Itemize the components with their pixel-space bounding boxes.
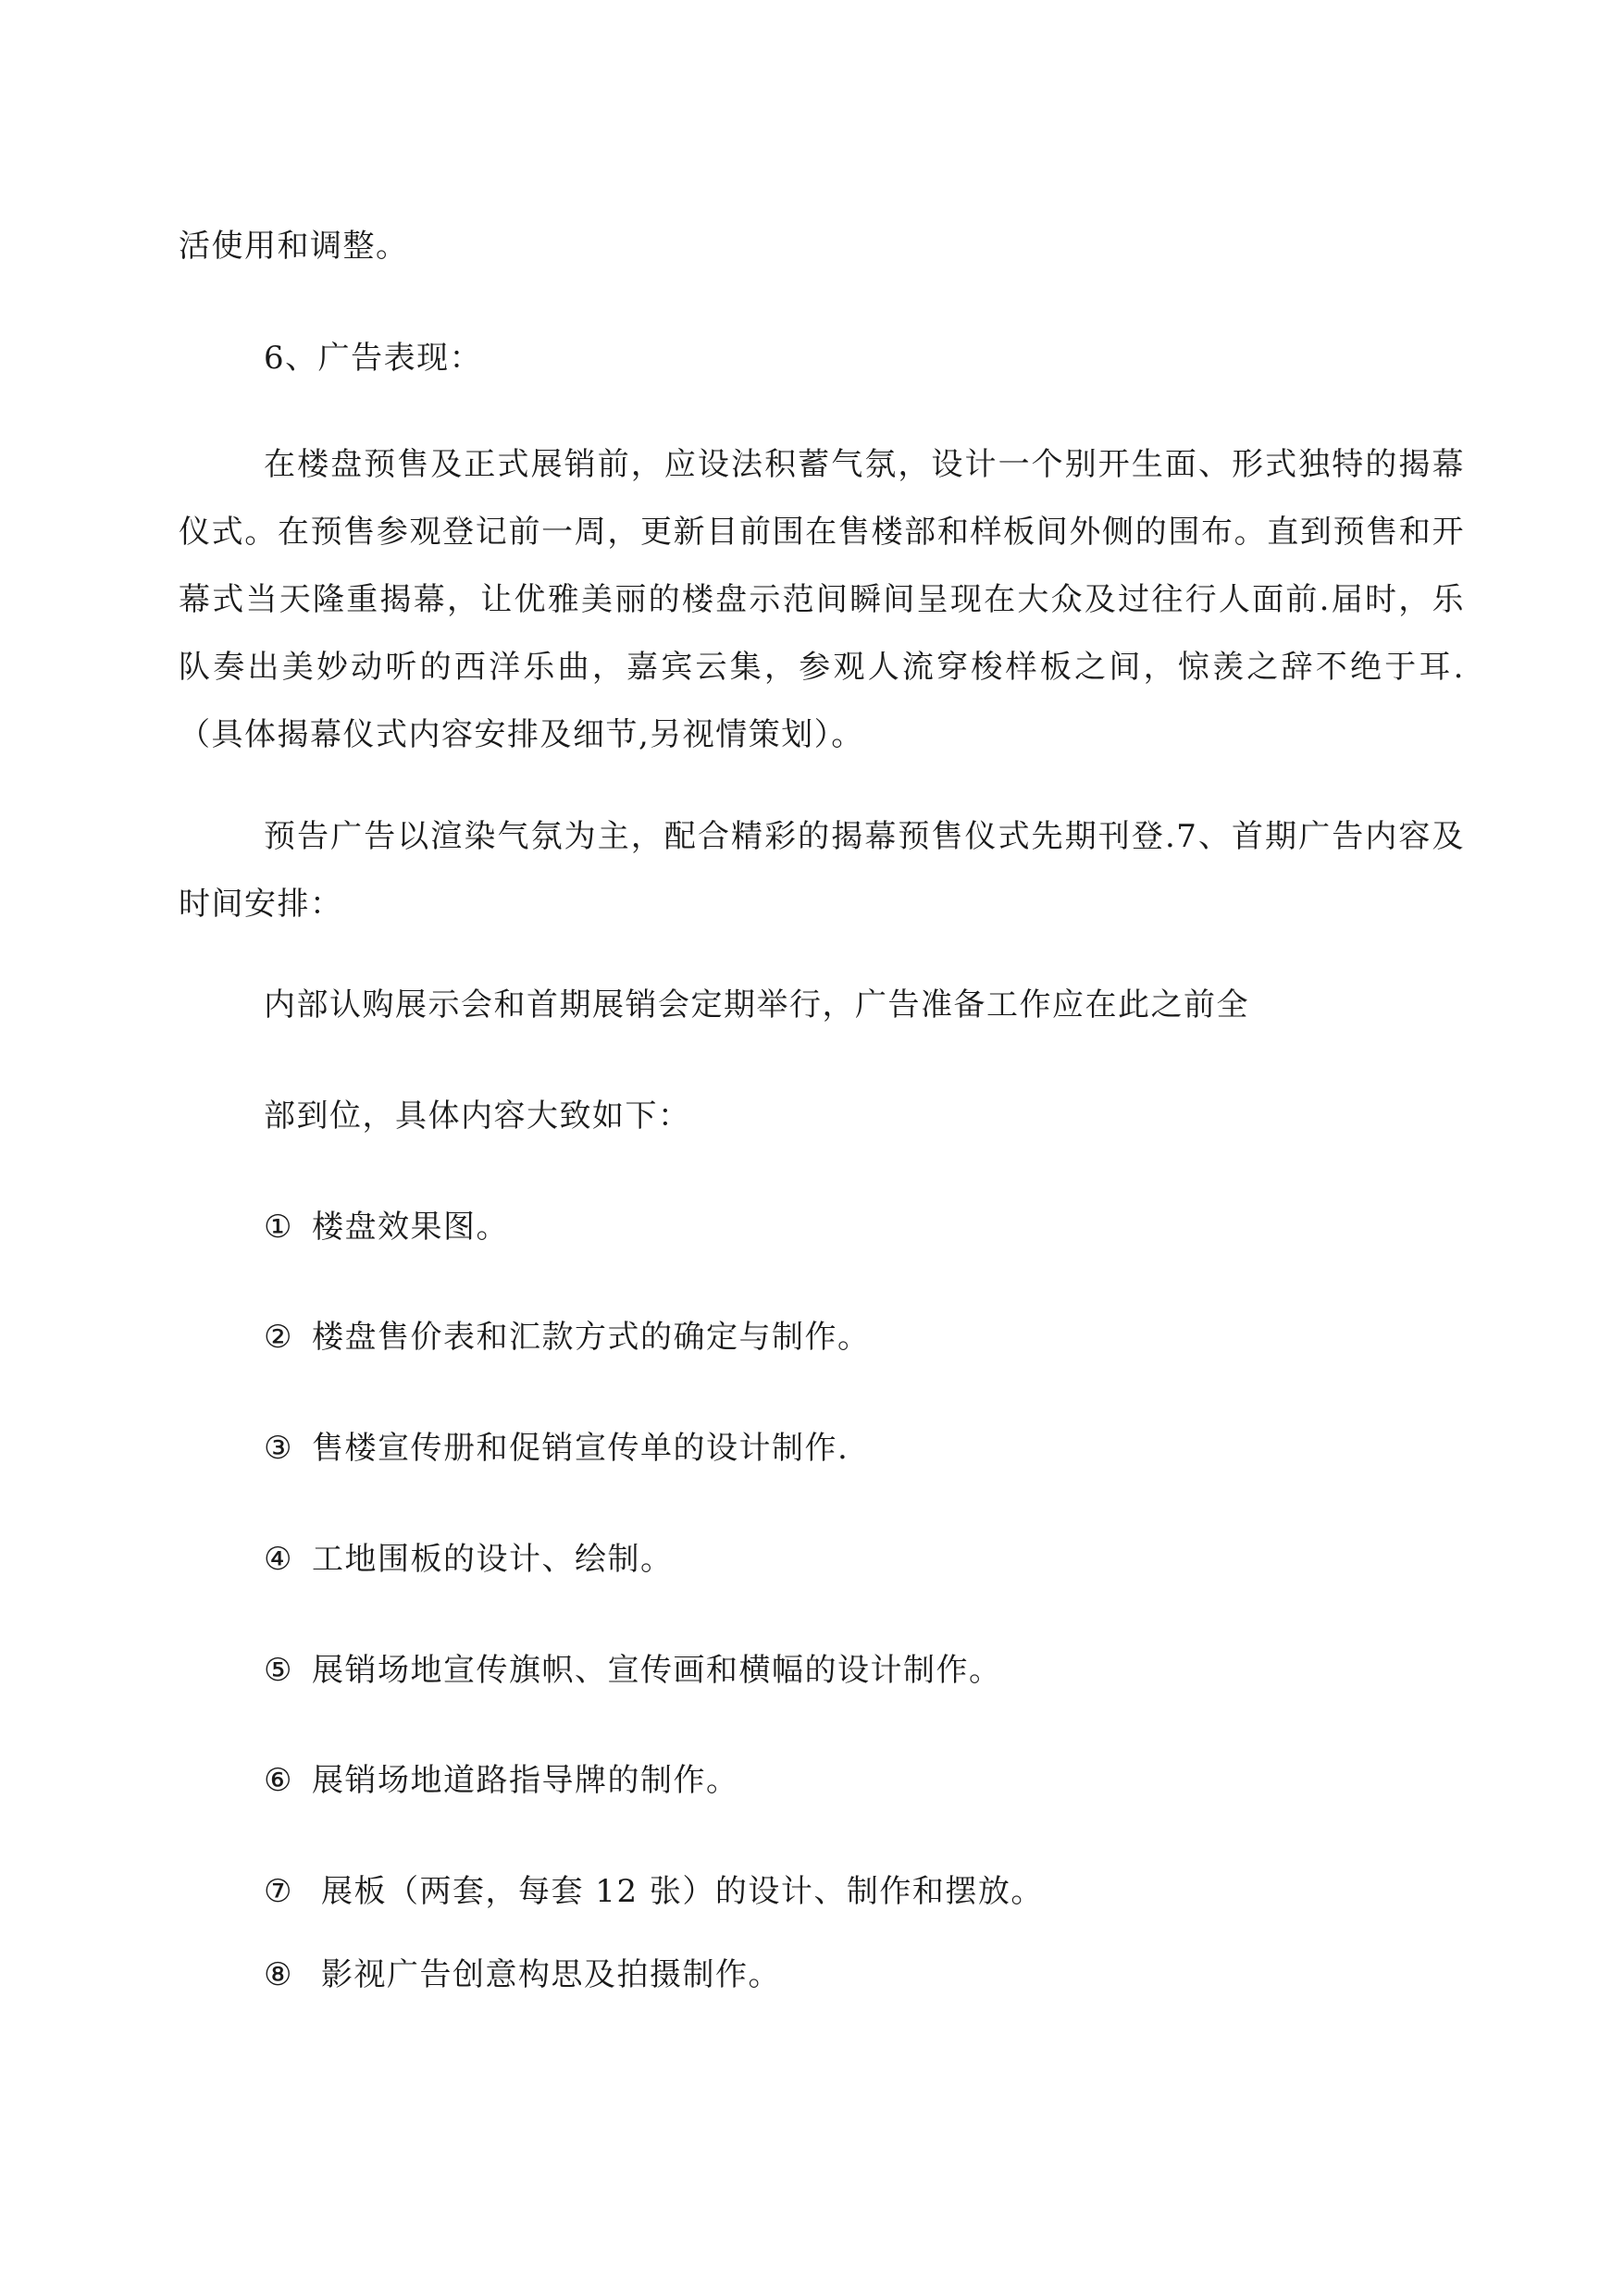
item-text: 楼盘售价表和汇款方式的确定与制作。 [312, 1319, 871, 1356]
item-number: ③ [264, 1430, 293, 1467]
item-number: ⑧ [264, 1956, 293, 1993]
list-item [264, 1430, 849, 1467]
item-number: ① [264, 1209, 293, 1246]
list-item [264, 1762, 739, 1799]
intro-line-2: 部到位，具体内容大致如下： [264, 1098, 691, 1135]
item-number: ④ [264, 1541, 293, 1578]
paragraph-unveiling: 在楼盘预售及正式展销前，应设法积蓄气氛，设计一个别开生面、形式独特的揭幕仪式。在预售参观登记前一周，更新目前围在售楼部和样板间外侧的围布。直到预售和开幕式当天隆重揭幕，让优雅美丽的楼盘示范间瞬间呈现在大众及过往行人面前.届时，乐队奏出美妙动听的西洋乐曲，嘉宾云集，参观人流穿梭样板之间，惊羡之辞不绝于耳.（具体揭幕仪式内容安排及细节,另视情策划）。 [179, 446, 1465, 753]
item-text: 展销场地宣传旗帜、宣传画和横幅的设计制作。 [312, 1652, 1002, 1689]
item-text: 展板（两套，每套 12 张）的设计、制作和摆放。 [321, 1873, 1044, 1910]
item-number: ② [264, 1319, 293, 1356]
list-item [264, 1209, 509, 1246]
item-text: 楼盘效果图。 [312, 1209, 509, 1246]
list-item [264, 1541, 674, 1578]
continuation-line: 活使用和调整。 [179, 228, 409, 265]
list-item [264, 1873, 1044, 1910]
item-text: 工地围板的设计、绘制。 [312, 1541, 674, 1578]
section-heading: 6、广告表现： [264, 340, 483, 377]
list-item [264, 1956, 781, 1993]
list-item [264, 1652, 1002, 1689]
item-text: 展销场地道路指导牌的制作。 [312, 1762, 739, 1799]
item-text: 影视广告创意构思及拍摄制作。 [321, 1956, 781, 1993]
item-text: 售楼宣传册和促销宣传单的设计制作. [312, 1430, 849, 1467]
intro-line-1: 内部认购展示会和首期展销会定期举行，广告准备工作应在此之前全 [264, 986, 1249, 1023]
item-number: ⑥ [264, 1762, 293, 1799]
paragraph-preview: 预告广告以渲染气氛为主，配合精彩的揭幕预售仪式先期刊登.7、首期广告内容及时间安排： [179, 818, 1465, 923]
list-item [264, 1319, 871, 1356]
item-number: ⑤ [264, 1652, 293, 1689]
item-number: ⑦ [264, 1873, 293, 1910]
